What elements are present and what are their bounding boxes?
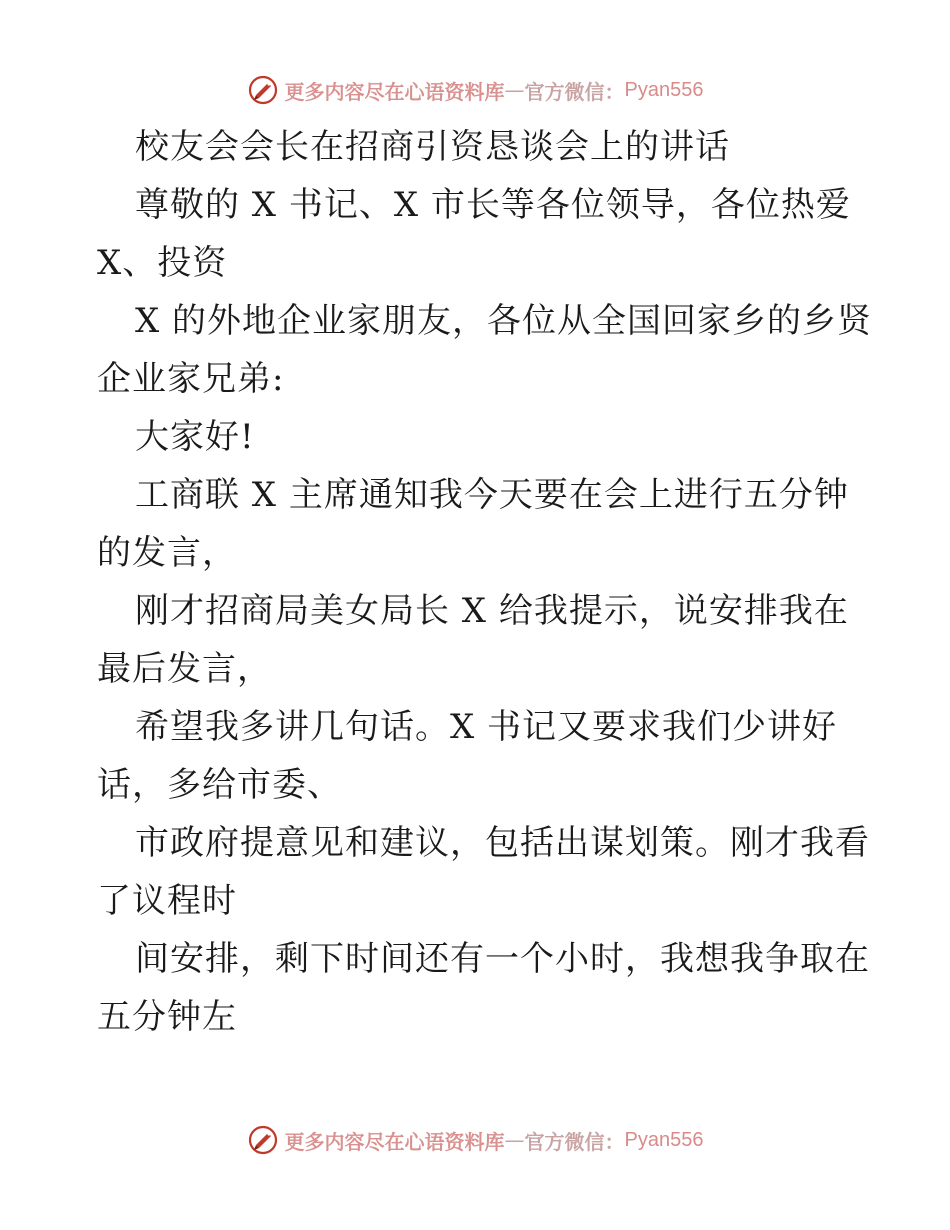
header-banner-dash: — xyxy=(504,78,525,102)
pen-logo-icon xyxy=(247,74,279,106)
pen-logo-icon xyxy=(247,1124,279,1156)
paragraph-line: 尊敬的 X 书记、X 市长等各位领导，各位热爱 xyxy=(135,185,851,225)
paragraph-line: 刚才招商局美女局长 X 给我提示，说安排我在 xyxy=(135,591,849,631)
header-banner-main: 更多内容尽在心语资料库 xyxy=(284,79,505,104)
paragraph-line: 市政府提意见和建议，包括出谋划策。刚才我看 xyxy=(135,823,870,863)
document-title: 校友会会长在招商引资恳谈会上的讲话 xyxy=(135,127,730,167)
footer-banner-sub: 官方微信： xyxy=(524,1129,625,1154)
header-banner-id: Pyan556 xyxy=(624,78,704,101)
paragraph-line: 了议程时 xyxy=(97,881,237,921)
header-banner-text xyxy=(285,76,704,105)
paragraph-line: 五分钟左 xyxy=(97,997,237,1037)
paragraph-line: 大家好! xyxy=(135,417,255,457)
paragraph-line: 最后发言， xyxy=(97,649,272,689)
paragraph-line: 企业家兄弟: xyxy=(97,359,285,399)
footer-banner-text xyxy=(285,1126,704,1155)
header-banner-sub: 官方微信： xyxy=(524,79,625,104)
paragraph-line: 希望我多讲几句话。X 书记又要求我们少讲好 xyxy=(135,707,838,747)
document-body xyxy=(97,118,873,1046)
footer-banner-dash: — xyxy=(504,1128,525,1152)
paragraph-line: X、投资 xyxy=(97,243,228,283)
footer-banner-id: Pyan556 xyxy=(624,1128,704,1151)
footer-banner-main: 更多内容尽在心语资料库 xyxy=(284,1129,505,1154)
footer-banner xyxy=(0,1120,950,1160)
header-banner xyxy=(0,70,950,110)
paragraph-line: X 的外地企业家朋友，各位从全国回家乡的乡贤 xyxy=(135,301,873,341)
paragraph-line: 话，多给市委、 xyxy=(97,765,342,805)
paragraph-line: 间安排，剩下时间还有一个小时，我想我争取在 xyxy=(135,939,870,979)
paragraph-line: 工商联 X 主席通知我今天要在会上进行五分钟 xyxy=(135,475,849,515)
paragraph-line: 的发言， xyxy=(97,533,237,573)
